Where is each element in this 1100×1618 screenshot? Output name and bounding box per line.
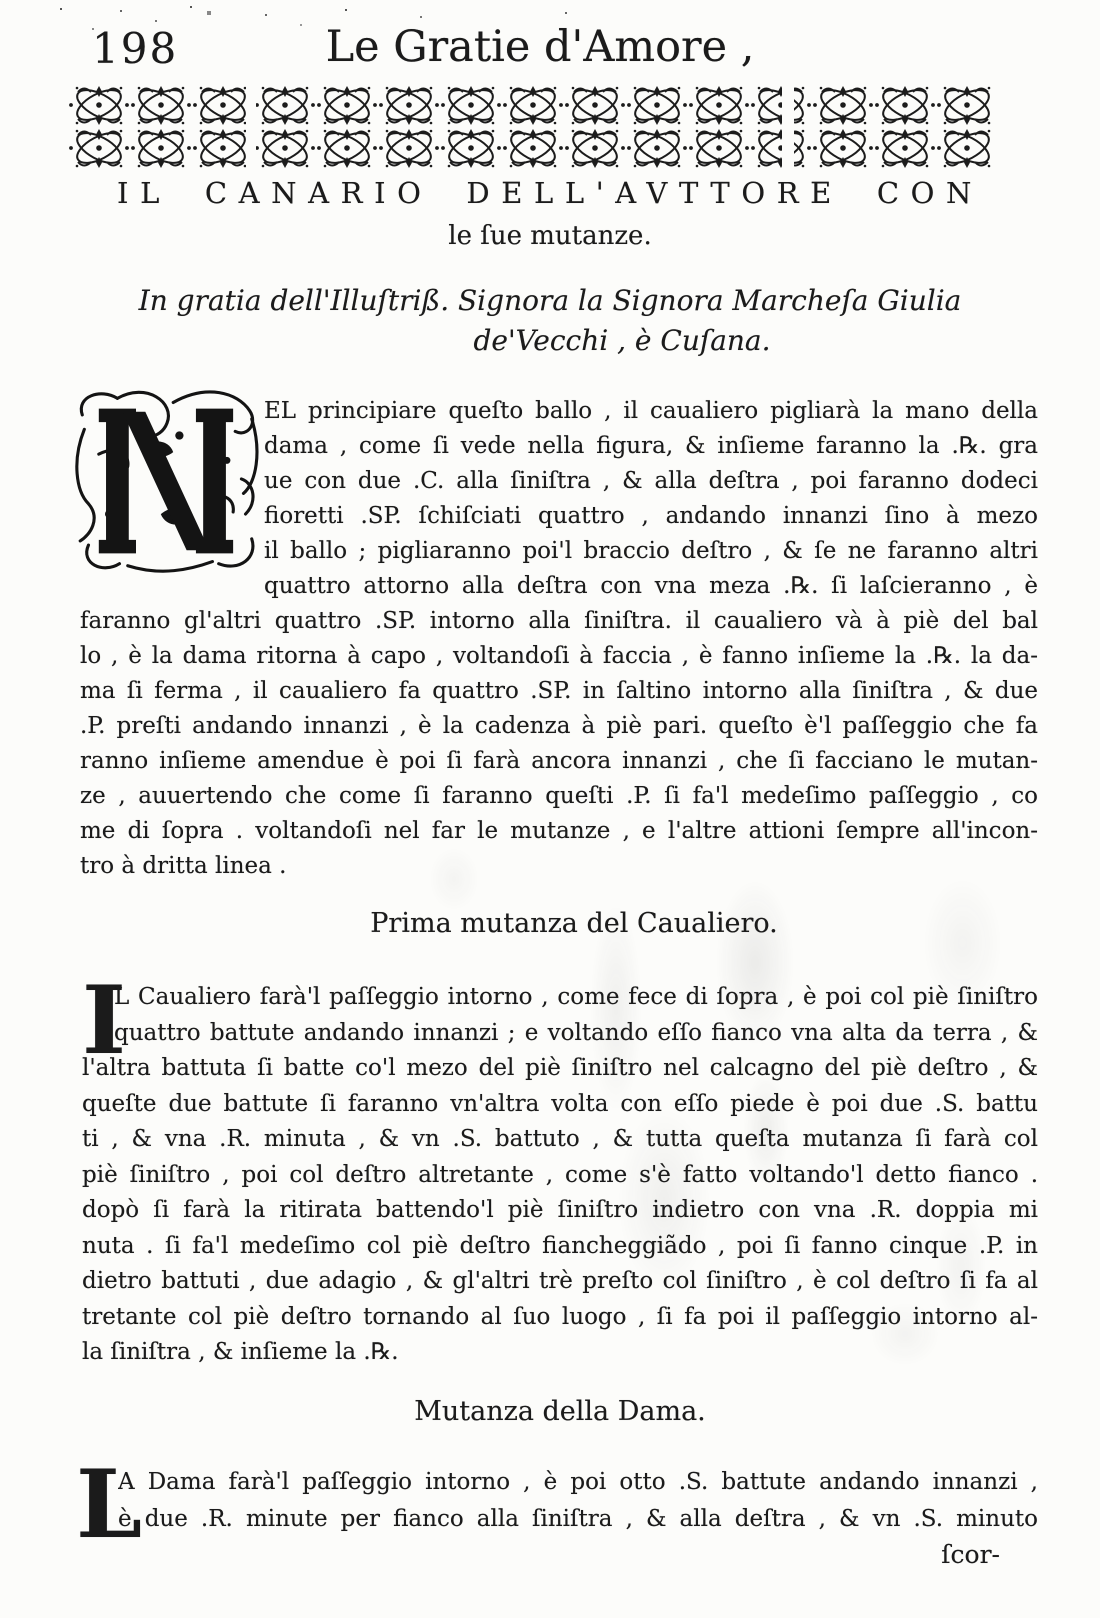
text-line: dama , come ſi vede nella figura, & inſieme faranno la .℞. gra [264, 433, 1038, 459]
text-line: A Dama farà'l paſſeggio intorno , è poi otto .S. battute andando innanzi , [118, 1469, 1038, 1495]
text-line: ti , & vna .R. minuta , & vn .S. battuto , & tutta queſta mutanza ſi farà col [82, 1126, 1038, 1152]
text-line: nuta . ſi fa'l medeſimo col piè deſtro fiancheggiãdo , poi ſi fanno cinque .P. in [82, 1232, 1038, 1259]
cavaliero-paragraph-beside-initial [114, 980, 1038, 1051]
chapter-subheading: le ſue mutanze. [448, 221, 652, 251]
ornate-initial-N [74, 388, 260, 574]
scan-speckles [60, 8, 62, 10]
text-line: quattro battute andando innanzi ; e voltando eſſo fianco vna alta da terra , & [114, 1019, 1038, 1046]
cavaliero-paragraph-full [82, 1051, 1038, 1371]
text-line: quattro attorno alla deſtra con vna meza .℞. ſi laſcieranno , è [264, 573, 1038, 599]
text-line: ue con due .C. alla ſiniſtra , & alla deſtra , poi faranno dodeci [264, 468, 1038, 494]
text-line: tretante col piè deſtro tornando al ſuo luogo , ſi fa poi il paſſeggio intorno al- [82, 1303, 1038, 1330]
text-line: piè ſiniſtro , poi col deſtro altretante , come s'è fatto voltando'l detto fianco . [82, 1161, 1038, 1188]
text-line: la ſiniſtra , & inſieme la .℞. [82, 1339, 399, 1365]
dama-paragraph-beside-initial [118, 1464, 1038, 1538]
dedication [70, 281, 1030, 361]
page-number: 198 [92, 24, 179, 73]
text-line: me di ſopra . voltandoſi nel far le mutanze , e l'altre attioni ſempre all'incon- [80, 818, 1038, 844]
text-line: EL principiare queſto ballo , il caualiero pigliarà la mano della [264, 398, 1038, 424]
running-title: Le Gratie d'Amore , [325, 22, 755, 72]
text-line: è due .R. minute per fianco alla ſiniſtra , & alla deſtra , & vn .S. minuto [118, 1506, 1038, 1532]
section-heading-cavaliero: Prima mutanza del Caualiero. [370, 908, 778, 939]
text-line: ma ſi ferma , il caualiero fa quattro .SP. in ſaltino intorno alla ſiniſtra , & due [80, 678, 1038, 704]
text-line: queſte due battute ſi faranno vn'altra volta con eſſo piede è poi due .S. battu [82, 1090, 1038, 1117]
initial-N-graphic [74, 388, 260, 574]
intro-paragraph-beside-initial [264, 394, 1038, 604]
text-line: il ballo ; pigliaranno poi'l braccio deſtro , & ſe ne faranno altri [264, 538, 1038, 564]
text-line: faranno gl'altri quattro .SP. intorno alla ſiniſtra. il caualiero và à piè del bal [80, 608, 1038, 634]
text-line: .P. preſti andando innanzi , è la cadenza à piè pari. queſto è'l paſſeggio che fa [80, 713, 1038, 739]
text-line: ze , auuertendo che come ſi faranno queſti .P. ſi fa'l medeſimo paſſeggio , co [80, 783, 1038, 809]
section-heading-dama: Mutanza della Dama. [414, 1396, 706, 1427]
ornament-band-graphic [68, 84, 992, 170]
text-line: ranno inſieme amendue è poi ſi farà ancora innanzi , che ſi facciano le mutan- [80, 748, 1038, 774]
text-line: fioretti .SP. ſchiſciati quattro , andando innanzi ſino à mezo [264, 503, 1038, 529]
initial-L: L [76, 1450, 143, 1560]
text-line: tro à dritta linea . [80, 853, 287, 879]
initial-I: I [82, 966, 126, 1076]
text-line: L Caualiero farà'l paſſeggio intorno , come fece di ſopra , è poi col piè ſiniſtro [114, 984, 1038, 1010]
text-line: dopò ſi farà la ritirata battendo'l piè ſiniſtro indietro con vna .R. doppia mi [82, 1197, 1038, 1223]
text-line: l'altra battuta ſi batte co'l mezo del piè ſiniſtro nel calcagno del piè deſtro , & [82, 1055, 1038, 1081]
intro-paragraph-full [80, 604, 1038, 884]
text-line: dietro battuti , due adagio , & gl'altri trè preſto col ſiniſtro , è col deſtro ſi fa al [82, 1268, 1038, 1294]
ornament-band [68, 84, 992, 170]
text-line: lo , è la dama ritorna à capo , voltandoſi à faccia , è fanno inſieme la .℞. la da- [80, 643, 1038, 669]
catchword: ſcor- [941, 1540, 1000, 1569]
dedication-line-2: de'Vecchi , è Cuſana. [473, 324, 771, 357]
chapter-heading: IL CANARIO DELL'AVTTORE CON [117, 176, 983, 210]
dedication-line-1: In gratia dell'Illuſtriß. Signora la Signora Marcheſa Giulia [138, 284, 962, 317]
